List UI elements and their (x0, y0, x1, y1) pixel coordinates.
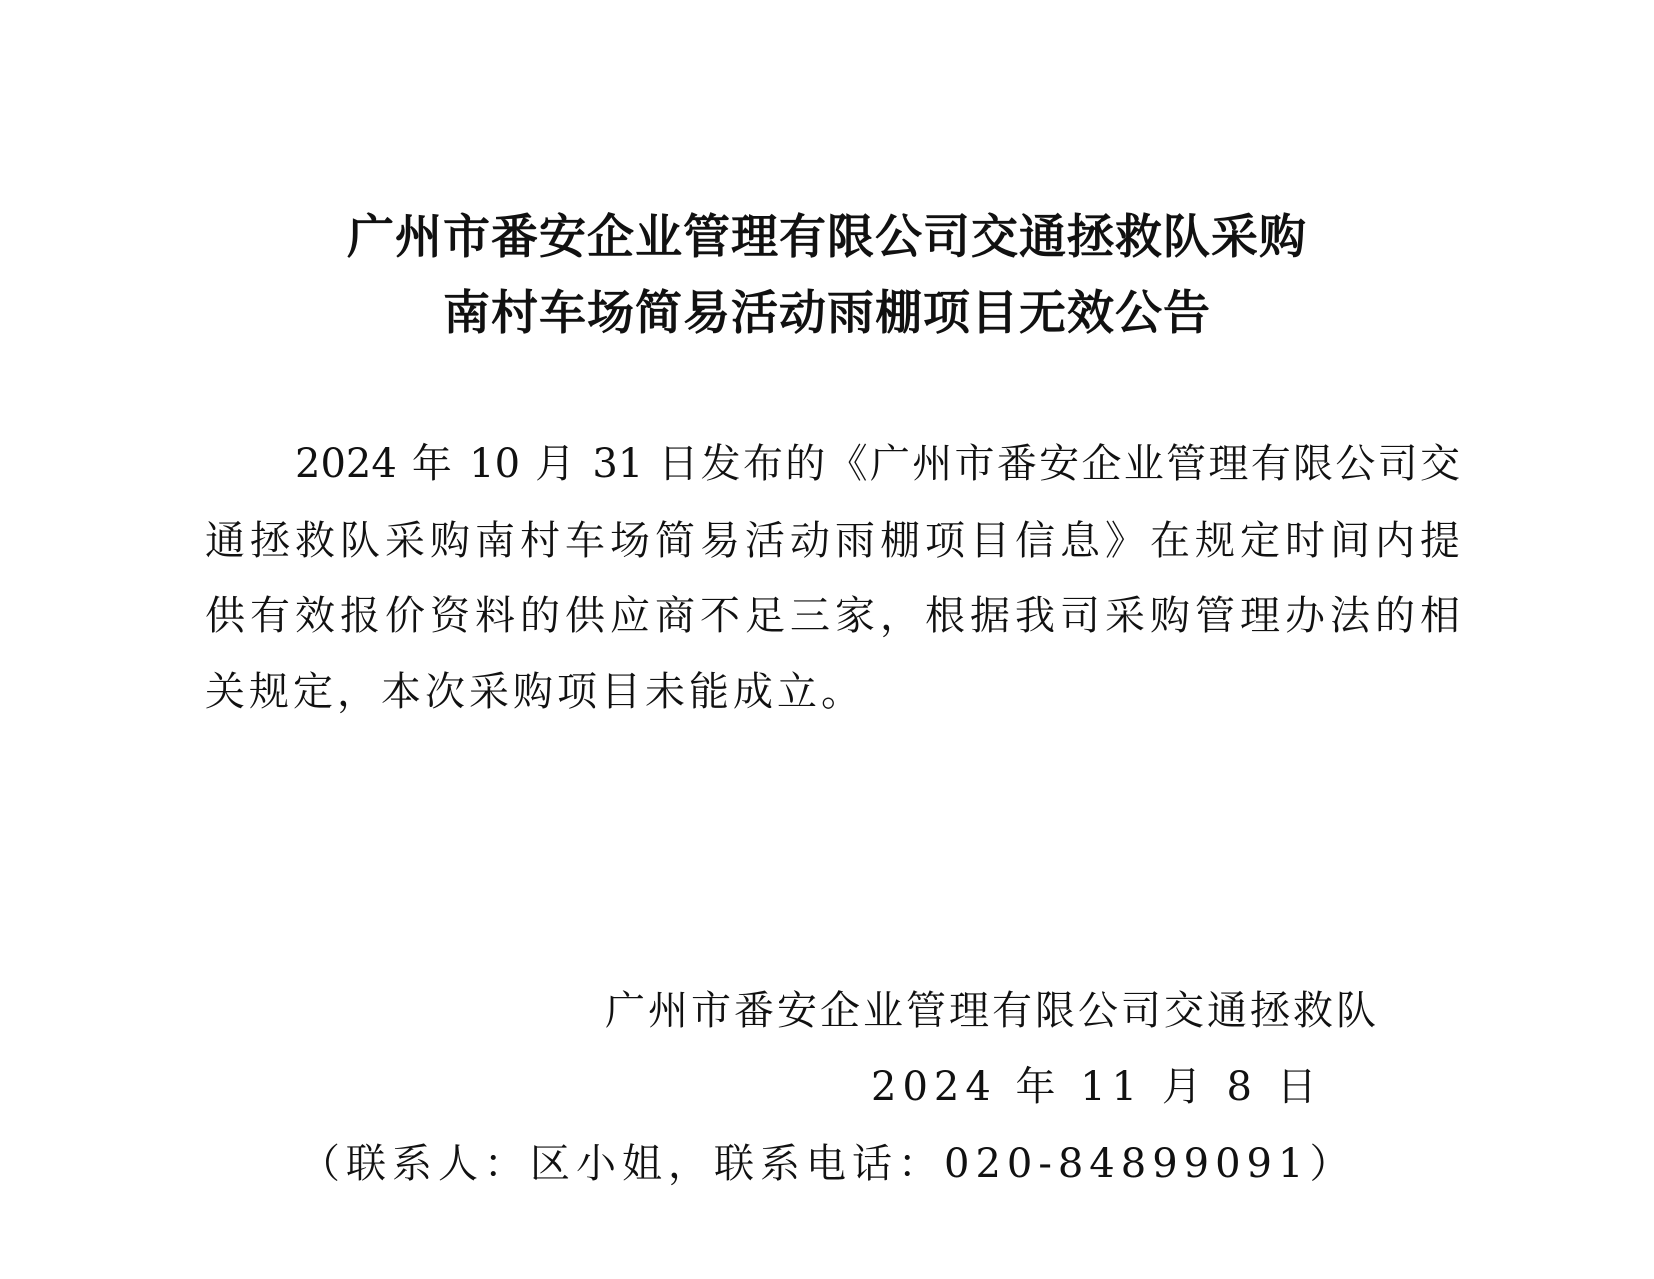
body-paragraph-line-4: 关规定，本次采购项目未能成立。 (205, 669, 865, 715)
contact-info: （联系人：区小姐，联系电话：020-84899091） (300, 1141, 1356, 1187)
document-title-line-1: 广州市番安企业管理有限公司交通拯救队采购 (347, 210, 1307, 265)
body-paragraph-line-3: 供有效报价资料的供应商不足三家，根据我司采购管理办法的相 (205, 593, 1460, 639)
document-title-line-2: 南村车场简易活动雨棚项目无效公告 (443, 286, 1211, 341)
signature-organization: 广州市番安企业管理有限公司交通拯救队 (605, 988, 1379, 1034)
body-paragraph-line-1: 2024 年 10 月 31 日发布的《广州市番安企业管理有限公司交 (295, 441, 1460, 487)
body-paragraph-line-2: 通拯救队采购南村车场简易活动雨棚项目信息》在规定时间内提 (205, 518, 1460, 564)
signature-date: 2024 年 11 月 8 日 (871, 1064, 1323, 1110)
